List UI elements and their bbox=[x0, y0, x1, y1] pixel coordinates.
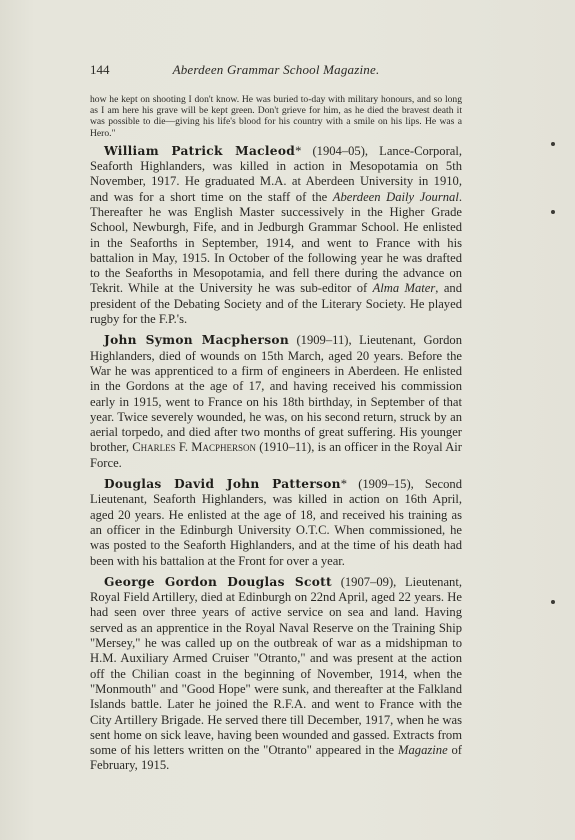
italic-title: Magazine bbox=[397, 743, 448, 758]
margin-speck bbox=[551, 210, 555, 214]
entry-text-run: (1910–11), is an officer in the Royal Air Force. bbox=[90, 440, 462, 470]
small-caps-name: Charles F. Macpherson bbox=[132, 440, 256, 455]
entry-text-run: (1907–09), Lieutenant, Royal Field Artillery, died at Edinburgh on 22nd April, aged 22 years. He had seen over three years of active service on sea and land. Having served as an apprentice in the Royal Naval Reserve on the Training Ship "Mersey," he was called up on the outbreak of war as a midshipman to H.M. Auxiliary Armed Cruiser "Otranto," and was present at the action off the Chilian coast in the beginning of November, 1914, when the "Monmouth" and "Good Hope" were sunk, and thereafter at the Falkland Islands battle. Later he joined the R.F.A. and went to France with the City Artillery Brigade. He served there till December, 1917, when he was sent home on sick leave, having been wounded and gassed. Extracts from some of his letters written on the "Otranto" appeared in the bbox=[90, 574, 462, 758]
letter-quote: how he kept on shooting I don't know. He was buried to-day with military honours, and so long as I am here his grave will be kept green. Don't grieve for him, as he died the bravest death it was possible to die—giving his life's blood for his country with a smile on his lips. He was a Hero." bbox=[90, 94, 462, 139]
italic-title: Aberdeen Daily Journal bbox=[332, 189, 459, 204]
entry-name: William Patrick Macleod bbox=[104, 143, 296, 158]
entry-text-run: . Thereafter he was English Master successively in the Higher Grade School, Newburgh, Fife, and in Jedburgh Grammar School. He enlisted in the Seaforths in September, 1914, and went to France with his battalion in May, 1915. In October of the following year he was drafted to the Seaforths in Mesopotamia, and fell there during the advance on Tekrit. While at the University he was sub-editor of bbox=[90, 189, 462, 296]
entry-text-run: * (1904–05), Lance-Corporal, Seaforth Highlanders, was killed in action in Mesopotamia on 5th November, 1917. He graduated M.A. at Aberdeen University in 1910, and was for a short time on the staff of the bbox=[90, 143, 462, 204]
entry-text bbox=[90, 333, 462, 469]
obituary-entry bbox=[90, 144, 462, 328]
entry-text-run: * (1909–15), Second Lieutenant, Seaforth Highlanders, was killed in action on 16th April, aged 20 years. He enlisted at the age of 18, and received his training as an officer in the Edinburgh University O.T.C. When commissioned, he was posted to the Seaforth Highlanders, and at the time of his death had been with his battalion at the Front for over a year. bbox=[90, 477, 462, 568]
entry-text-run: (1909–11), Lieutenant, Gordon Highlanders, died of wounds on 15th March, aged 20 years. Before the War he was apprenticed to a firm of engineers in Aberdeen. He enlisted in the Gordons at the age of 17, and having received his commission early in 1915, went to France on his 18th birthday, in September of that year. Twice severely wounded, he was, on his second return, struck by an aerial torpedo, and died after two months of great suffering. His younger brother, bbox=[90, 333, 463, 455]
page-body bbox=[90, 94, 462, 780]
entry-text bbox=[90, 575, 462, 773]
italic-title: Alma Mater bbox=[372, 281, 436, 296]
running-head: Aberdeen Grammar School Magazine. bbox=[172, 62, 380, 77]
obituary-entry bbox=[90, 333, 462, 471]
page-header bbox=[90, 62, 462, 82]
obituary-entry bbox=[90, 575, 462, 774]
margin-speck bbox=[551, 142, 555, 146]
obituary-entry bbox=[90, 477, 462, 569]
entry-name: Douglas David John Patterson bbox=[104, 477, 341, 492]
entry-text-run: of February, 1915. bbox=[90, 743, 463, 773]
entry-name: John Symon Macpherson bbox=[104, 333, 290, 348]
entry-text-run: , and president of the Debating Society and of the Literary Society. He played rugby for the F.P.'s. bbox=[90, 281, 462, 327]
margin-speck bbox=[551, 600, 555, 604]
page-number: 144 bbox=[90, 62, 110, 77]
entry-name: George Gordon Douglas Scott bbox=[104, 574, 332, 589]
entry-text bbox=[90, 144, 462, 326]
